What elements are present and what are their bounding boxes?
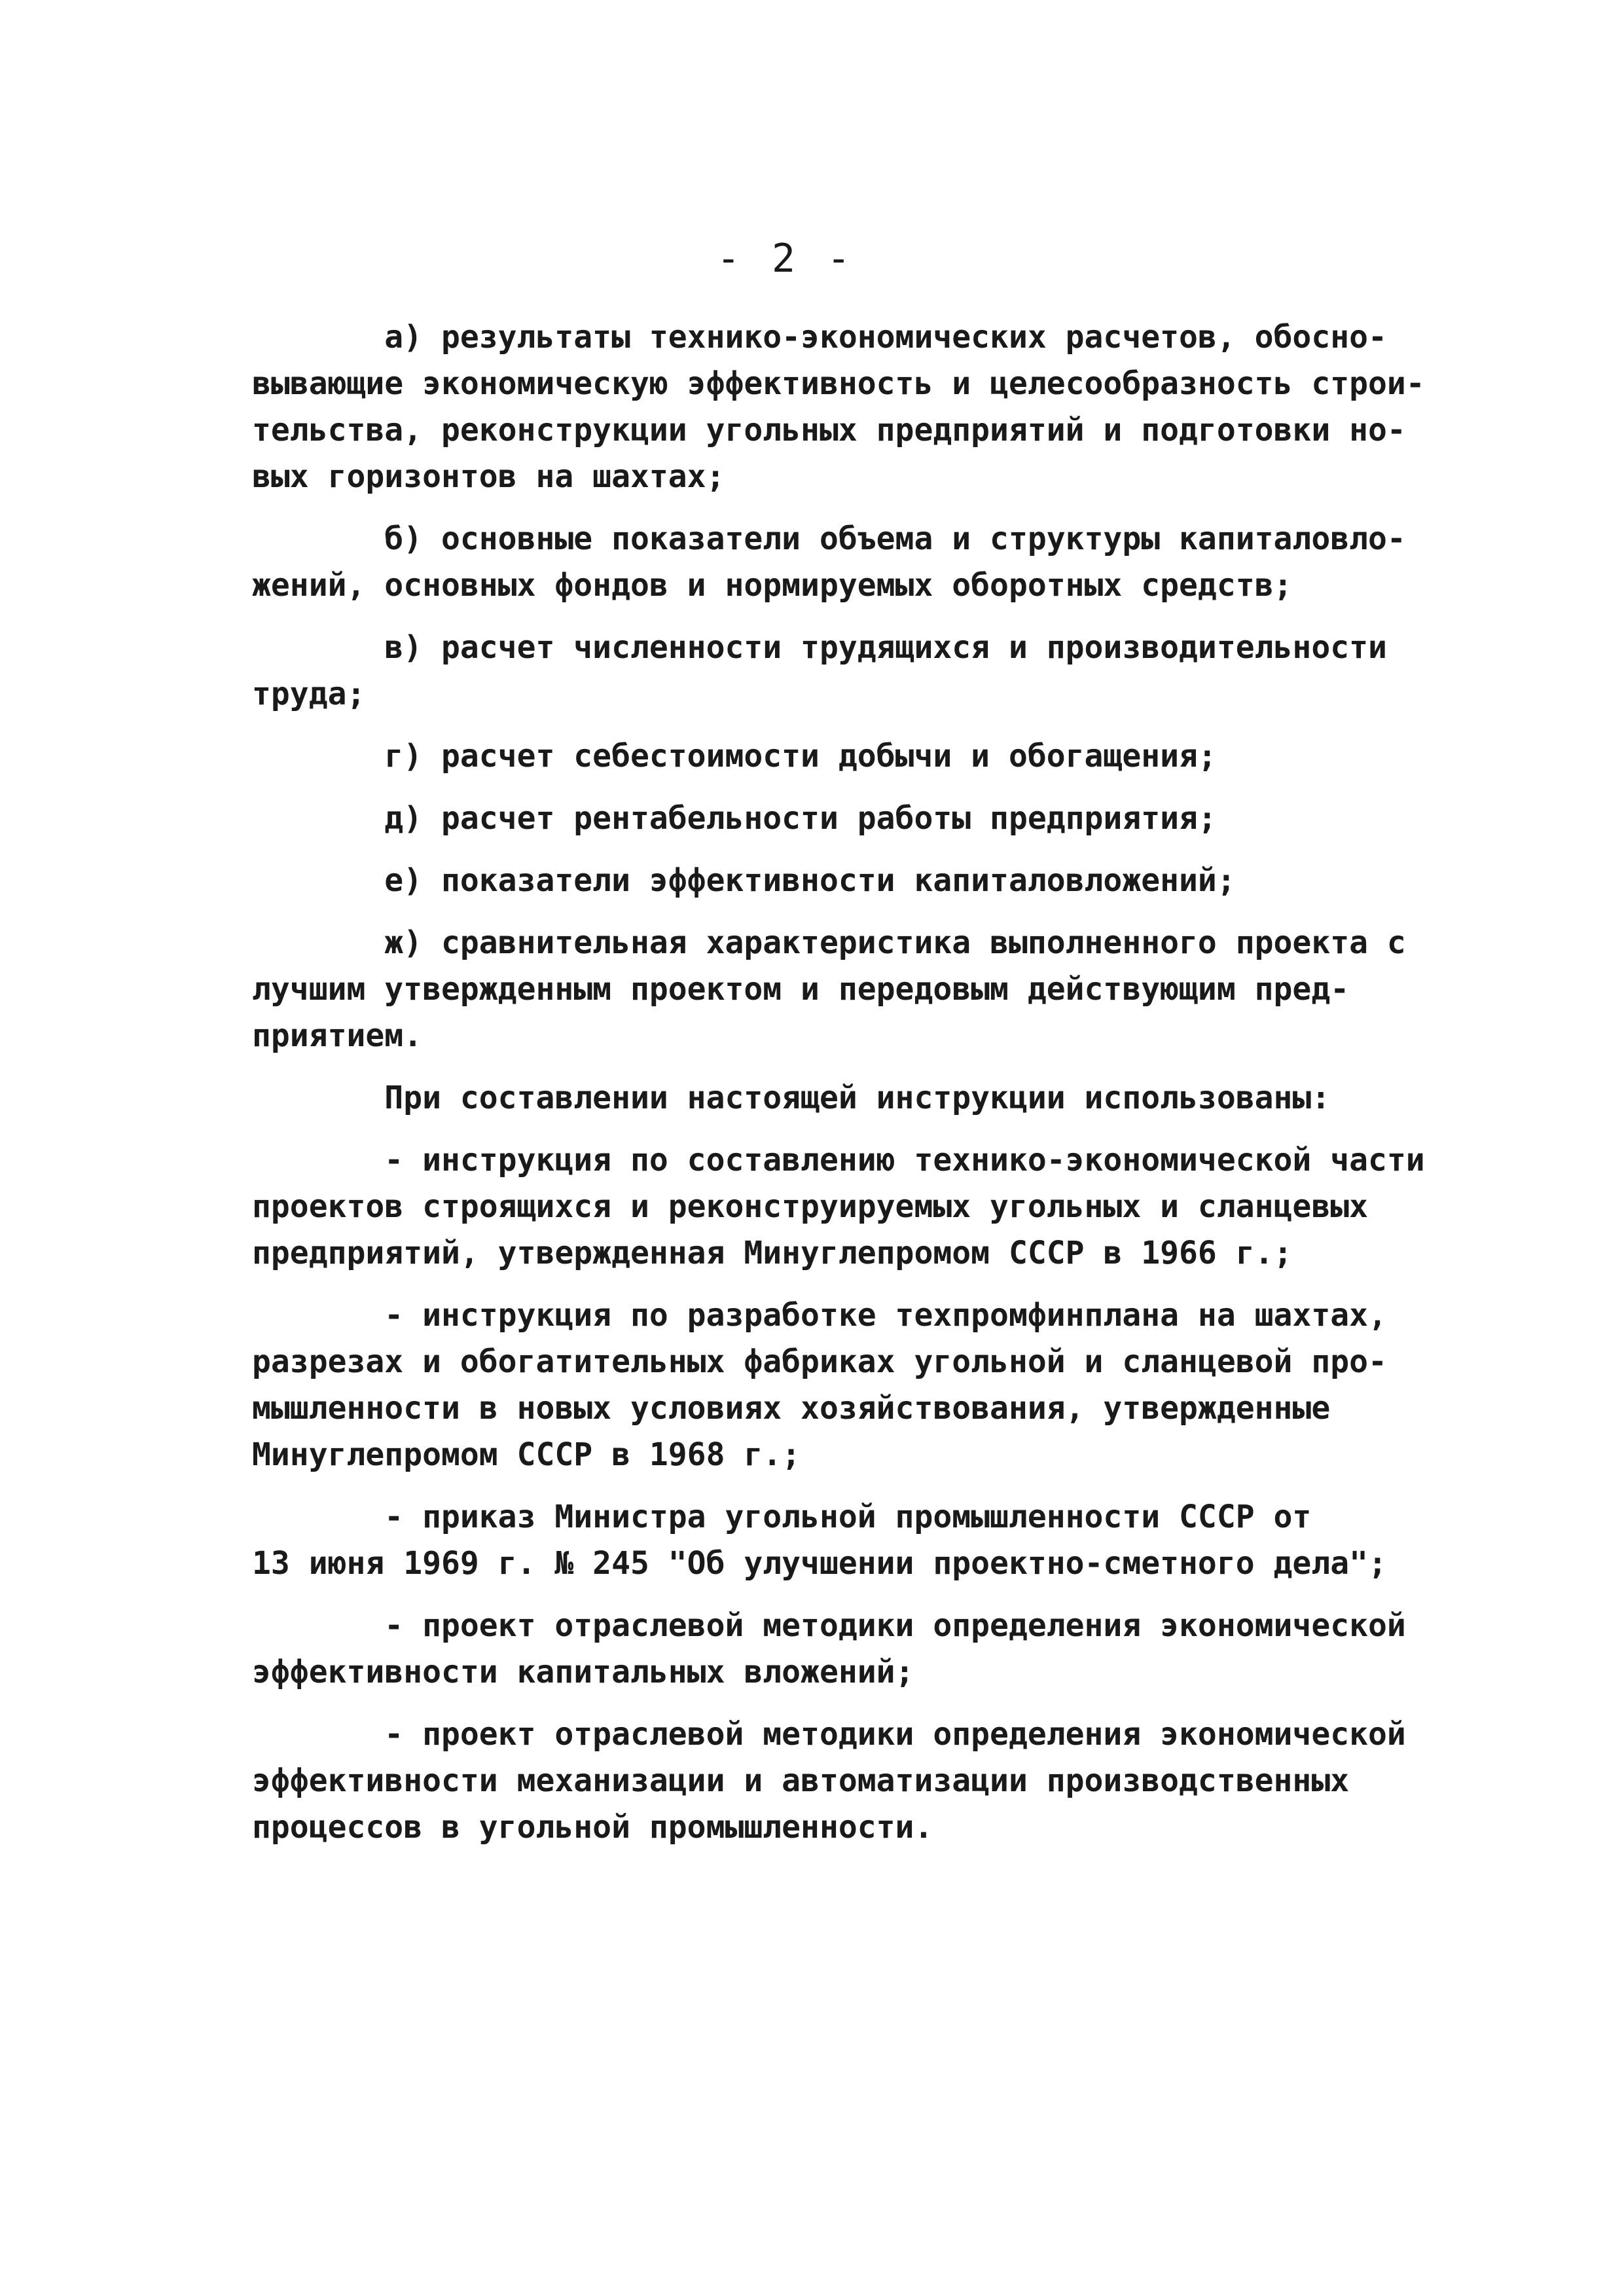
list-item-d: д) расчет рентабельности работы предприятия; xyxy=(252,800,1217,837)
list-item-e: е) показатели эффективности капиталовложений; xyxy=(252,862,1236,899)
list-item-a: а) результаты технико-экономических расчетов, обосно- вывающие экономическую эффективность и целесообразность строи- тельства, реконструкции угольных предприятий и подготовки но- вых горизонтов на шахтах; xyxy=(252,319,1425,495)
list-item-b: б) основные показатели объема и структуры капиталовло- жений, основных фондов и нормируемых оборотных средств; xyxy=(252,520,1406,604)
source-item-4: - проект отраслевой методики определения экономической эффективности капитальных вложений; xyxy=(252,1607,1406,1690)
list-item-zh: ж) сравнительная характеристика выполненного проекта с лучшим утвержденным проектом и передовым действующим пред- приятием. xyxy=(252,924,1406,1054)
list-item-v: в) расчет численности трудящихся и производительности труда; xyxy=(252,629,1387,712)
source-item-3: - приказ Министра угольной промышленности СССР от 13 июня 1969 г. № 245 "Об улучшении проектно-сметного дела"; xyxy=(252,1499,1387,1582)
source-item-5: - проект отраслевой методики определения экономической эффективности механизации и автоматизации производственных процессов в угольной промышленности. xyxy=(252,1716,1406,1846)
document-body xyxy=(252,314,1424,1851)
page-number: - 2 - xyxy=(716,236,855,282)
sources-intro: При составлении настоящей инструкции использованы: xyxy=(252,1080,1331,1116)
list-item-g: г) расчет себестоимости добычи и обогащения; xyxy=(252,738,1217,774)
source-item-1: - инструкция по составлению технико-экономической части проектов строящихся и реконструируемых угольных и сланцевых предприятий, утвержденная Минуглепромом СССР в 1966 г.; xyxy=(252,1142,1425,1271)
source-item-2: - инструкция по разработке техпромфинплана на шахтах, разрезах и обогатительных фабриках угольной и сланцевой про- мышленности в новых условиях хозяйствования, утвержденные Минуглепромом СССР в 1968 г.; xyxy=(252,1297,1387,1473)
